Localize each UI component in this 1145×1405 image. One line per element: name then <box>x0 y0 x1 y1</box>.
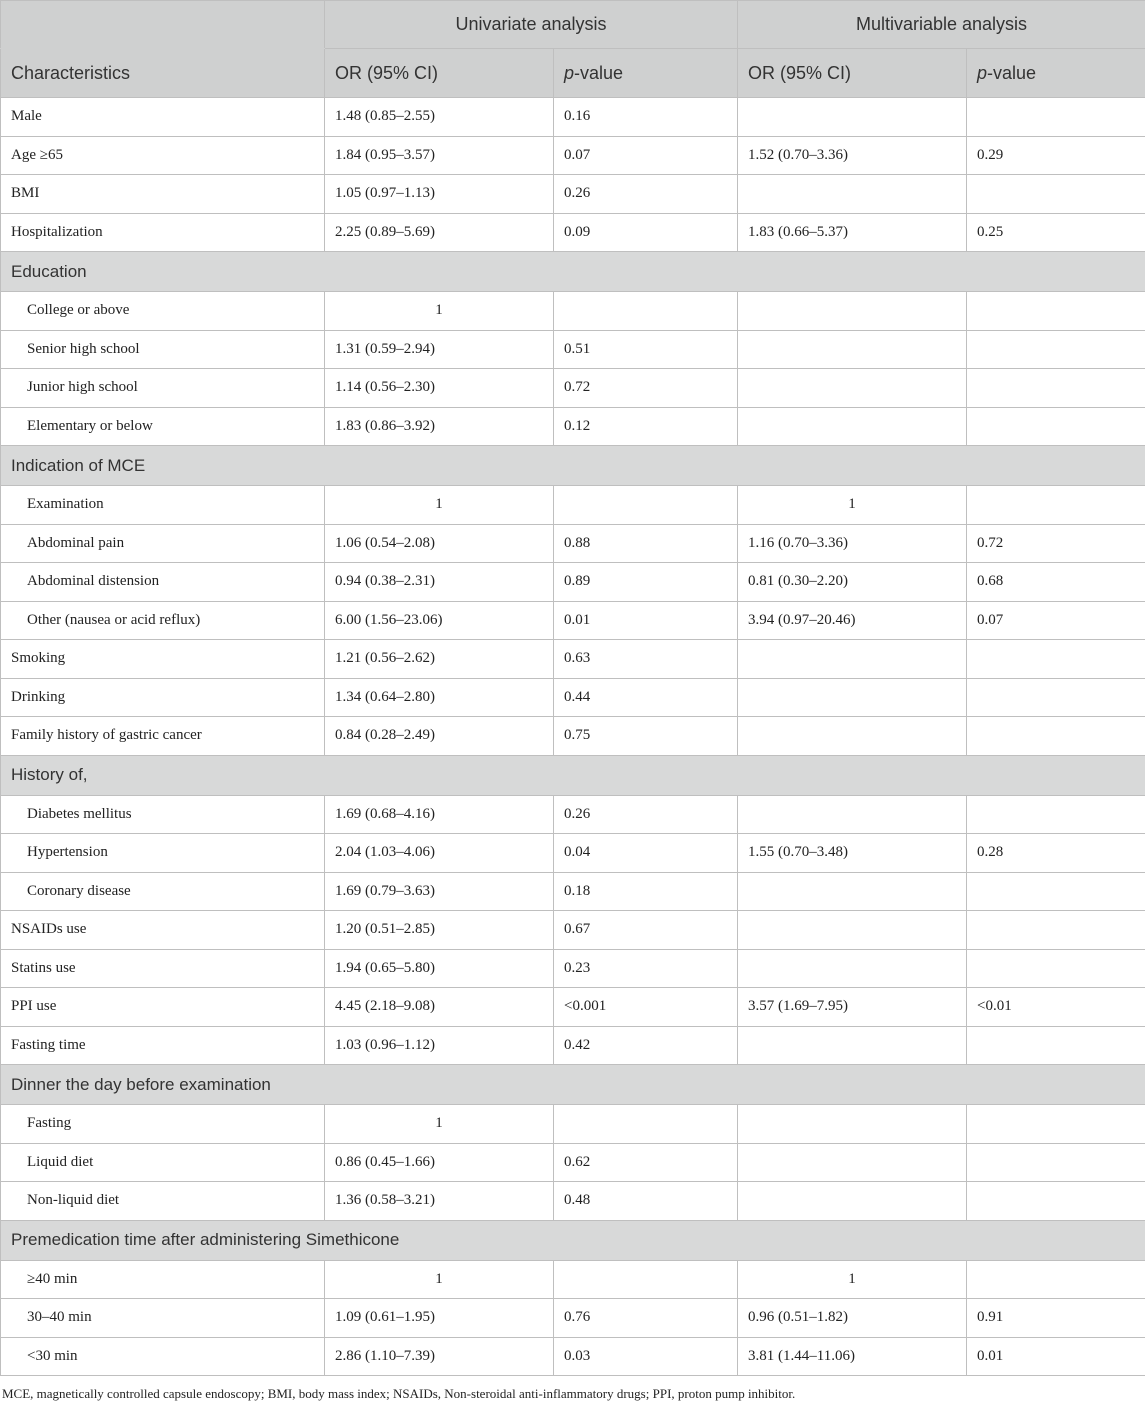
univariate-or-cell: 1.21 (0.56–2.62) <box>325 640 554 679</box>
multivariable-p-cell: 0.25 <box>967 213 1145 252</box>
header-multivariable: Multivariable analysis <box>738 1 1145 49</box>
univariate-p-cell: 0.07 <box>554 136 738 175</box>
multivariable-or-cell: 3.57 (1.69–7.95) <box>738 988 967 1027</box>
univariate-p-cell: 0.67 <box>554 911 738 950</box>
univariate-p-cell: 0.44 <box>554 678 738 717</box>
multivariable-or-cell <box>738 1143 967 1182</box>
univariate-or-cell: 2.86 (1.10–7.39) <box>325 1337 554 1376</box>
table-row <box>1 834 1145 873</box>
table-row <box>1 524 1145 563</box>
characteristic-cell: Coronary disease <box>1 872 325 911</box>
univariate-p-cell: 0.09 <box>554 213 738 252</box>
table-row <box>1 1026 1145 1065</box>
univariate-or-cell: 1.05 (0.97–1.13) <box>325 175 554 214</box>
univariate-p-cell: 0.26 <box>554 175 738 214</box>
univariate-p-cell: 0.12 <box>554 407 738 446</box>
table-row <box>1 678 1145 717</box>
multivariable-or-cell: 1.83 (0.66–5.37) <box>738 213 967 252</box>
table-row <box>1 601 1145 640</box>
univariate-p-cell: 0.26 <box>554 795 738 834</box>
characteristic-cell: Liquid diet <box>1 1143 325 1182</box>
characteristic-cell: Hypertension <box>1 834 325 873</box>
table-row <box>1 213 1145 252</box>
multivariable-p-cell <box>967 369 1145 408</box>
univariate-or-cell: 1.83 (0.86–3.92) <box>325 407 554 446</box>
multivariable-or-cell <box>738 678 967 717</box>
univariate-p-cell: 0.72 <box>554 369 738 408</box>
multivariable-or-cell: 0.81 (0.30–2.20) <box>738 563 967 602</box>
multivariable-or-cell <box>738 175 967 214</box>
section-row <box>1 1220 1145 1260</box>
univariate-or-cell: 1 <box>325 486 554 525</box>
univariate-p-cell <box>554 292 738 331</box>
multivariable-p-cell: 0.01 <box>967 1337 1145 1376</box>
multivariable-or-cell <box>738 292 967 331</box>
section-title: Dinner the day before examination <box>1 1065 1145 1105</box>
table-row <box>1 330 1145 369</box>
univariate-p-cell: 0.48 <box>554 1182 738 1221</box>
header-univariate-p <box>554 49 738 98</box>
univariate-or-cell: 0.86 (0.45–1.66) <box>325 1143 554 1182</box>
table-row <box>1 486 1145 525</box>
multivariable-p-cell <box>967 949 1145 988</box>
multivariable-or-cell <box>738 795 967 834</box>
multivariable-p-cell: 0.72 <box>967 524 1145 563</box>
univariate-or-cell: 1.14 (0.56–2.30) <box>325 369 554 408</box>
table-body <box>1 98 1145 1376</box>
table-footnote: MCE, magnetically controlled capsule endoscopy; BMI, body mass index; NSAIDs, Non-steroidal anti-inflammatory drugs; PPI, proton pump inhibitor. <box>2 1386 796 1401</box>
table-row <box>1 1143 1145 1182</box>
characteristic-cell: Statins use <box>1 949 325 988</box>
multivariable-or-cell: 3.94 (0.97–20.46) <box>738 601 967 640</box>
table-row <box>1 1337 1145 1376</box>
univariate-p-cell: 0.01 <box>554 601 738 640</box>
univariate-p-cell: 0.03 <box>554 1337 738 1376</box>
header-multivariable-p <box>967 49 1145 98</box>
multivariable-or-cell <box>738 1105 967 1144</box>
table-row <box>1 872 1145 911</box>
univariate-or-cell: 1.48 (0.85–2.55) <box>325 98 554 137</box>
characteristic-cell: Senior high school <box>1 330 325 369</box>
multivariable-or-cell: 0.96 (0.51–1.82) <box>738 1299 967 1338</box>
univariate-p-cell: 0.76 <box>554 1299 738 1338</box>
characteristic-cell: Other (nausea or acid reflux) <box>1 601 325 640</box>
characteristic-cell: Diabetes mellitus <box>1 795 325 834</box>
characteristic-cell: Elementary or below <box>1 407 325 446</box>
multivariable-p-cell <box>967 1026 1145 1065</box>
univariate-or-cell: 1.06 (0.54–2.08) <box>325 524 554 563</box>
characteristic-cell: Non-liquid diet <box>1 1182 325 1221</box>
univariate-p-cell <box>554 1260 738 1299</box>
univariate-p-cell: 0.63 <box>554 640 738 679</box>
univariate-p-cell: 0.89 <box>554 563 738 602</box>
section-title: Indication of MCE <box>1 446 1145 486</box>
characteristic-cell: Male <box>1 98 325 137</box>
header-group-row <box>1 1 1145 49</box>
univariate-or-cell: 1.94 (0.65–5.80) <box>325 949 554 988</box>
multivariable-or-cell: 1.16 (0.70–3.36) <box>738 524 967 563</box>
univariate-or-cell: 1.69 (0.79–3.63) <box>325 872 554 911</box>
univariate-or-cell: 1.69 (0.68–4.16) <box>325 795 554 834</box>
table-row <box>1 949 1145 988</box>
p-letter: p <box>564 62 575 83</box>
section-row <box>1 446 1145 486</box>
characteristic-cell: ≥40 min <box>1 1260 325 1299</box>
characteristic-cell: Smoking <box>1 640 325 679</box>
univariate-or-cell: 2.04 (1.03–4.06) <box>325 834 554 873</box>
table-row <box>1 136 1145 175</box>
univariate-p-cell: <0.001 <box>554 988 738 1027</box>
univariate-or-cell: 1.09 (0.61–1.95) <box>325 1299 554 1338</box>
multivariable-p-cell: 0.91 <box>967 1299 1145 1338</box>
univariate-p-cell <box>554 1105 738 1144</box>
multivariable-p-cell: 0.29 <box>967 136 1145 175</box>
table-row <box>1 563 1145 602</box>
multivariable-or-cell <box>738 911 967 950</box>
table-row <box>1 911 1145 950</box>
table-row <box>1 1299 1145 1338</box>
characteristic-cell: Examination <box>1 486 325 525</box>
multivariable-p-cell: 0.68 <box>967 563 1145 602</box>
multivariable-p-cell <box>967 292 1145 331</box>
multivariable-or-cell <box>738 330 967 369</box>
characteristic-cell: Hospitalization <box>1 213 325 252</box>
multivariable-p-cell <box>967 872 1145 911</box>
univariate-or-cell: 1 <box>325 1105 554 1144</box>
univariate-or-cell: 0.84 (0.28–2.49) <box>325 717 554 756</box>
multivariable-p-cell <box>967 640 1145 679</box>
header-column-row <box>1 49 1145 98</box>
multivariable-p-cell: 0.28 <box>967 834 1145 873</box>
univariate-p-cell: 0.42 <box>554 1026 738 1065</box>
section-title: Education <box>1 252 1145 292</box>
multivariable-or-cell: 1.55 (0.70–3.48) <box>738 834 967 873</box>
multivariable-p-cell <box>967 678 1145 717</box>
multivariable-or-cell <box>738 872 967 911</box>
univariate-or-cell: 1.31 (0.59–2.94) <box>325 330 554 369</box>
table-row <box>1 98 1145 137</box>
characteristic-cell: Fasting time <box>1 1026 325 1065</box>
univariate-p-cell <box>554 486 738 525</box>
characteristic-cell: BMI <box>1 175 325 214</box>
multivariable-or-cell <box>738 949 967 988</box>
table-row <box>1 640 1145 679</box>
section-title: History of, <box>1 755 1145 795</box>
table-row <box>1 407 1145 446</box>
header-univariate-or: OR (95% CI) <box>325 49 554 98</box>
table-row <box>1 1260 1145 1299</box>
multivariable-or-cell: 1.52 (0.70–3.36) <box>738 136 967 175</box>
header-univariate: Univariate analysis <box>325 1 738 49</box>
characteristic-cell: Fasting <box>1 1105 325 1144</box>
p-suffix: -value <box>987 62 1037 83</box>
table-row <box>1 795 1145 834</box>
table-row <box>1 175 1145 214</box>
characteristic-cell: Family history of gastric cancer <box>1 717 325 756</box>
multivariable-or-cell: 1 <box>738 1260 967 1299</box>
multivariable-p-cell <box>967 1105 1145 1144</box>
univariate-or-cell: 1.20 (0.51–2.85) <box>325 911 554 950</box>
univariate-or-cell: 1 <box>325 292 554 331</box>
table-row <box>1 292 1145 331</box>
multivariable-or-cell <box>738 98 967 137</box>
univariate-or-cell: 1.03 (0.96–1.12) <box>325 1026 554 1065</box>
table-row <box>1 988 1145 1027</box>
section-row <box>1 755 1145 795</box>
multivariable-or-cell <box>738 717 967 756</box>
univariate-p-cell: 0.51 <box>554 330 738 369</box>
multivariable-p-cell <box>967 175 1145 214</box>
univariate-or-cell: 1.36 (0.58–3.21) <box>325 1182 554 1221</box>
multivariable-or-cell <box>738 1182 967 1221</box>
characteristic-cell: <30 min <box>1 1337 325 1376</box>
multivariable-p-cell <box>967 98 1145 137</box>
univariate-or-cell: 1.34 (0.64–2.80) <box>325 678 554 717</box>
univariate-p-cell: 0.18 <box>554 872 738 911</box>
characteristic-cell: 30–40 min <box>1 1299 325 1338</box>
univariate-or-cell: 1.84 (0.95–3.57) <box>325 136 554 175</box>
p-suffix: -value <box>574 62 624 83</box>
characteristic-cell: College or above <box>1 292 325 331</box>
multivariable-p-cell <box>967 795 1145 834</box>
characteristic-cell: NSAIDs use <box>1 911 325 950</box>
multivariable-p-cell <box>967 407 1145 446</box>
multivariable-or-cell <box>738 1026 967 1065</box>
multivariable-p-cell <box>967 1182 1145 1221</box>
characteristic-cell: PPI use <box>1 988 325 1027</box>
characteristic-cell: Drinking <box>1 678 325 717</box>
table-row <box>1 717 1145 756</box>
univariate-p-cell: 0.23 <box>554 949 738 988</box>
multivariable-p-cell: <0.01 <box>967 988 1145 1027</box>
multivariable-p-cell <box>967 330 1145 369</box>
multivariable-or-cell: 1 <box>738 486 967 525</box>
table-row <box>1 1105 1145 1144</box>
univariate-or-cell: 4.45 (2.18–9.08) <box>325 988 554 1027</box>
univariate-or-cell: 2.25 (0.89–5.69) <box>325 213 554 252</box>
characteristic-cell: Age ≥65 <box>1 136 325 175</box>
univariate-or-cell: 0.94 (0.38–2.31) <box>325 563 554 602</box>
table-row <box>1 369 1145 408</box>
characteristic-cell: Abdominal pain <box>1 524 325 563</box>
section-title: Premedication time after administering Simethicone <box>1 1220 1145 1260</box>
section-row <box>1 252 1145 292</box>
univariate-p-cell: 0.04 <box>554 834 738 873</box>
multivariable-or-cell <box>738 369 967 408</box>
table-row <box>1 1182 1145 1221</box>
multivariable-p-cell <box>967 1260 1145 1299</box>
multivariable-or-cell: 3.81 (1.44–11.06) <box>738 1337 967 1376</box>
multivariable-p-cell <box>967 486 1145 525</box>
univariate-or-cell: 1 <box>325 1260 554 1299</box>
table-header <box>1 1 1145 98</box>
multivariable-p-cell: 0.07 <box>967 601 1145 640</box>
univariate-or-cell: 6.00 (1.56–23.06) <box>325 601 554 640</box>
univariate-p-cell: 0.88 <box>554 524 738 563</box>
multivariable-or-cell <box>738 640 967 679</box>
header-characteristics: Characteristics <box>1 49 325 98</box>
header-multivariable-or: OR (95% CI) <box>738 49 967 98</box>
multivariable-p-cell <box>967 1143 1145 1182</box>
header-blank-cell <box>1 1 325 49</box>
univariate-p-cell: 0.16 <box>554 98 738 137</box>
univariate-p-cell: 0.75 <box>554 717 738 756</box>
multivariable-or-cell <box>738 407 967 446</box>
section-row <box>1 1065 1145 1105</box>
characteristic-cell: Junior high school <box>1 369 325 408</box>
multivariable-p-cell <box>967 911 1145 950</box>
multivariable-p-cell <box>967 717 1145 756</box>
p-letter: p <box>977 62 988 83</box>
characteristic-cell: Abdominal distension <box>1 563 325 602</box>
univariate-p-cell: 0.62 <box>554 1143 738 1182</box>
